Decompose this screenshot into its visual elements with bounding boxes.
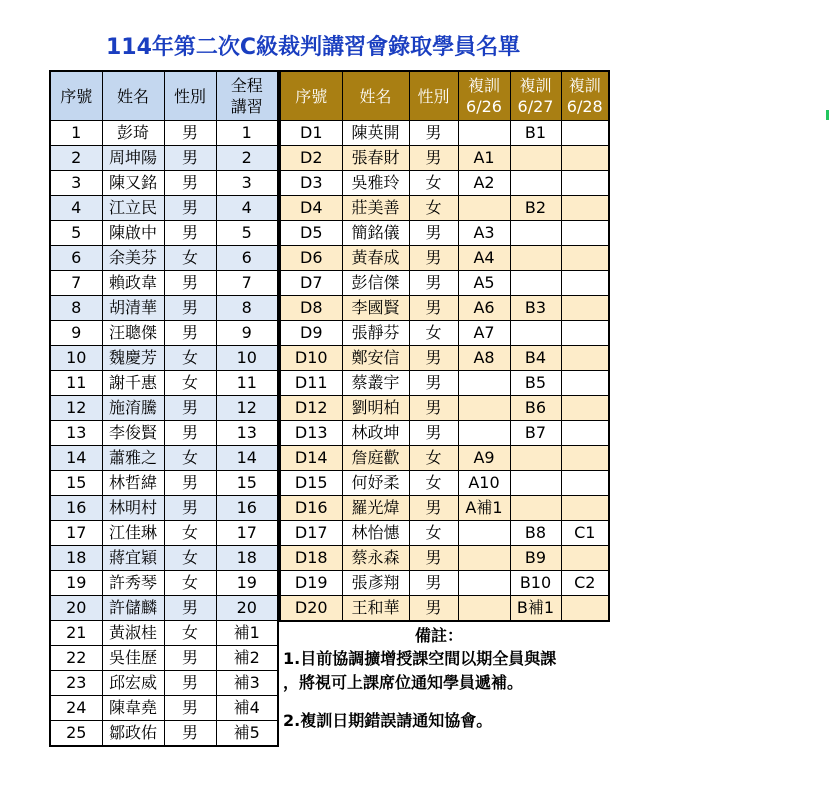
table-cell: 林政坤 <box>342 421 409 446</box>
table-cell: 4 <box>216 196 278 221</box>
table-cell: 何妤柔 <box>342 471 409 496</box>
table-cell: 19 <box>216 571 278 596</box>
table-cell <box>510 271 561 296</box>
table-cell: 補3 <box>216 671 278 696</box>
table-cell: 12 <box>50 396 102 421</box>
table-cell: 女 <box>164 371 216 396</box>
right-header-cell: 姓名 <box>342 71 409 121</box>
left-header-row <box>50 71 278 121</box>
table-cell: 10 <box>216 346 278 371</box>
table-cell: B8 <box>510 521 561 546</box>
table-cell: 鄒政佑 <box>102 721 164 747</box>
table-cell: 女 <box>164 546 216 571</box>
table-cell <box>458 396 510 421</box>
table-cell: 3 <box>216 171 278 196</box>
table-cell <box>458 371 510 396</box>
table-cell: 4 <box>50 196 102 221</box>
table-cell: 17 <box>50 521 102 546</box>
right-header-cell: 序號 <box>280 71 342 121</box>
table-cell: 補1 <box>216 621 278 646</box>
table-cell: 23 <box>50 671 102 696</box>
table-row <box>280 121 609 146</box>
table-cell: 14 <box>216 446 278 471</box>
table-cell <box>561 196 609 221</box>
table-cell: 許秀琴 <box>102 571 164 596</box>
table-cell: 陳英開 <box>342 121 409 146</box>
table-cell: 劉明柏 <box>342 396 409 421</box>
left-header-cell: 性別 <box>164 71 216 121</box>
table-cell <box>458 521 510 546</box>
table-cell: 男 <box>409 121 458 146</box>
table-cell: 13 <box>50 421 102 446</box>
table-row <box>50 196 278 221</box>
table-row <box>280 296 609 321</box>
table-row <box>280 446 609 471</box>
table-cell: 男 <box>164 421 216 446</box>
table-cell: 男 <box>409 421 458 446</box>
table-cell: B7 <box>510 421 561 446</box>
table-cell: B10 <box>510 571 561 596</box>
table-cell: 男 <box>164 121 216 146</box>
table-cell: 余美芬 <box>102 246 164 271</box>
table-cell: 施淯騰 <box>102 396 164 421</box>
table-cell <box>458 421 510 446</box>
table-row <box>280 146 609 171</box>
table-cell: 男 <box>409 571 458 596</box>
table-cell: B補1 <box>510 596 561 622</box>
table-cell: 男 <box>409 546 458 571</box>
table-row <box>50 121 278 146</box>
table-cell: A8 <box>458 346 510 371</box>
table-cell <box>458 596 510 622</box>
table-cell: 14 <box>50 446 102 471</box>
table-cell: B3 <box>510 296 561 321</box>
table-cell: 女 <box>409 471 458 496</box>
table-cell: A7 <box>458 321 510 346</box>
table-cell: 彭信傑 <box>342 271 409 296</box>
table-row <box>280 321 609 346</box>
table-cell: 陳又銘 <box>102 171 164 196</box>
table-cell: 2 <box>50 146 102 171</box>
table-cell: 男 <box>164 496 216 521</box>
table-cell: D3 <box>280 171 342 196</box>
table-cell: 男 <box>409 271 458 296</box>
table-cell <box>561 146 609 171</box>
table-cell: 15 <box>50 471 102 496</box>
table-row <box>50 646 278 671</box>
table-cell: 女 <box>164 246 216 271</box>
table-cell: 林明村 <box>102 496 164 521</box>
table-cell: A4 <box>458 246 510 271</box>
table-cell: 江立民 <box>102 196 164 221</box>
table-cell <box>561 321 609 346</box>
table-cell: 彭琦 <box>102 121 164 146</box>
table-cell: 女 <box>164 621 216 646</box>
table-cell: 王和華 <box>342 596 409 622</box>
left-header-cell: 序號 <box>50 71 102 121</box>
table-cell: 張春財 <box>342 146 409 171</box>
table-cell: C1 <box>561 521 609 546</box>
table-cell: 18 <box>216 546 278 571</box>
table-cell: D11 <box>280 371 342 396</box>
table-cell: 10 <box>50 346 102 371</box>
table-row <box>280 171 609 196</box>
table-cell: 蔡叢宇 <box>342 371 409 396</box>
table-cell: 李國賢 <box>342 296 409 321</box>
table-row <box>280 421 609 446</box>
table-cell: 鄭安信 <box>342 346 409 371</box>
table-cell: 男 <box>164 721 216 747</box>
table-cell: A3 <box>458 221 510 246</box>
table-cell: A10 <box>458 471 510 496</box>
table-row <box>280 471 609 496</box>
table-cell: 女 <box>164 446 216 471</box>
left-header-cell: 姓名 <box>102 71 164 121</box>
table-cell: 7 <box>50 271 102 296</box>
table-cell: 3 <box>50 171 102 196</box>
table-cell: 吳雅玲 <box>342 171 409 196</box>
right-header-cell: 複訓 6/26 <box>458 71 510 121</box>
table-cell: 男 <box>409 346 458 371</box>
page-title: 114年第二次C級裁判講習會錄取學員名單 <box>106 35 521 60</box>
table-cell: 周坤陽 <box>102 146 164 171</box>
right-header-row <box>280 71 609 121</box>
table-row <box>280 371 609 396</box>
table-cell: 張靜芬 <box>342 321 409 346</box>
table-cell: 男 <box>164 196 216 221</box>
table-cell: 5 <box>50 221 102 246</box>
table-cell: 女 <box>409 321 458 346</box>
table-row <box>50 521 278 546</box>
table-cell <box>510 171 561 196</box>
table-cell: 1 <box>50 121 102 146</box>
table-cell: 蔣宜穎 <box>102 546 164 571</box>
table-cell: B9 <box>510 546 561 571</box>
table-row <box>280 546 609 571</box>
table-row <box>280 396 609 421</box>
table-cell: 林哲緯 <box>102 471 164 496</box>
table-row <box>280 496 609 521</box>
table-cell <box>510 471 561 496</box>
table-row <box>50 596 278 621</box>
table-cell: 魏慶芳 <box>102 346 164 371</box>
table-cell <box>561 471 609 496</box>
table-row <box>50 396 278 421</box>
table-cell <box>458 571 510 596</box>
table-row <box>280 271 609 296</box>
table-cell: 黃春成 <box>342 246 409 271</box>
table-cell: 20 <box>50 596 102 621</box>
table-cell <box>561 171 609 196</box>
table-cell: 22 <box>50 646 102 671</box>
table-row <box>50 171 278 196</box>
table-cell: D15 <box>280 471 342 496</box>
table-cell: B4 <box>510 346 561 371</box>
table-cell <box>561 421 609 446</box>
table-cell: 羅光煒 <box>342 496 409 521</box>
table-row <box>50 146 278 171</box>
table-cell: 11 <box>216 371 278 396</box>
table-row <box>50 271 278 296</box>
table-row <box>50 446 278 471</box>
table-cell: 男 <box>409 596 458 622</box>
table-row <box>50 346 278 371</box>
table-row <box>280 246 609 271</box>
table-row <box>280 346 609 371</box>
table-cell: 男 <box>164 321 216 346</box>
table-cell: 女 <box>164 521 216 546</box>
table-cell: D12 <box>280 396 342 421</box>
table-cell: 男 <box>164 221 216 246</box>
table-cell: 9 <box>216 321 278 346</box>
note-line-2: 2.複訓日期錯誤請通知協會。 <box>283 711 493 730</box>
table-cell: 男 <box>164 471 216 496</box>
table-row <box>50 221 278 246</box>
table-cell: C2 <box>561 571 609 596</box>
table-cell <box>458 121 510 146</box>
table-cell: 16 <box>216 496 278 521</box>
table-cell: 男 <box>164 396 216 421</box>
table-cell: 賴政韋 <box>102 271 164 296</box>
table-cell: 蔡永森 <box>342 546 409 571</box>
table-cell: 25 <box>50 721 102 747</box>
table-cell: A6 <box>458 296 510 321</box>
table-cell: 男 <box>164 671 216 696</box>
table-row <box>50 546 278 571</box>
table-cell: B1 <box>510 121 561 146</box>
table-cell: D4 <box>280 196 342 221</box>
table-cell: 李俊賢 <box>102 421 164 446</box>
table-cell: 補2 <box>216 646 278 671</box>
table-cell: 邱宏威 <box>102 671 164 696</box>
table-row <box>50 321 278 346</box>
table-cell: 男 <box>164 596 216 621</box>
table-cell: B6 <box>510 396 561 421</box>
note-line-1b: ，將視可上課席位通知學員遞補。 <box>283 673 524 692</box>
table-cell: 黃淑桂 <box>102 621 164 646</box>
table-row <box>280 571 609 596</box>
table-cell <box>561 296 609 321</box>
table-cell: 林怡憓 <box>342 521 409 546</box>
table-cell <box>510 246 561 271</box>
table-cell: 蕭雅之 <box>102 446 164 471</box>
table-cell: 12 <box>216 396 278 421</box>
table-cell: 詹庭歡 <box>342 446 409 471</box>
table-cell <box>458 546 510 571</box>
green-marker <box>826 110 829 120</box>
table-cell: 胡清華 <box>102 296 164 321</box>
table-cell: A9 <box>458 446 510 471</box>
table-cell: D14 <box>280 446 342 471</box>
table-cell: D2 <box>280 146 342 171</box>
table-row <box>50 496 278 521</box>
table-cell: 男 <box>409 496 458 521</box>
table-cell: 汪聰傑 <box>102 321 164 346</box>
table-cell <box>510 146 561 171</box>
table-cell: D7 <box>280 271 342 296</box>
table-cell: 9 <box>50 321 102 346</box>
table-row <box>50 421 278 446</box>
table-cell <box>561 396 609 421</box>
table-cell: 女 <box>164 571 216 596</box>
table-cell <box>510 321 561 346</box>
table-cell: 7 <box>216 271 278 296</box>
table-cell: 20 <box>216 596 278 621</box>
table-cell: 21 <box>50 621 102 646</box>
table-cell: A2 <box>458 171 510 196</box>
table-row <box>280 221 609 246</box>
table-row <box>50 296 278 321</box>
table-cell: A1 <box>458 146 510 171</box>
table-cell: A5 <box>458 271 510 296</box>
table-row <box>50 471 278 496</box>
table-cell: 男 <box>164 271 216 296</box>
table-cell <box>561 546 609 571</box>
table-cell: A補1 <box>458 496 510 521</box>
table-cell: D20 <box>280 596 342 622</box>
right-header-cell: 複訓 6/27 <box>510 71 561 121</box>
table-cell: 女 <box>409 521 458 546</box>
table-cell: 補5 <box>216 721 278 747</box>
table-cell: 16 <box>50 496 102 521</box>
table-cell <box>510 221 561 246</box>
table-cell: 18 <box>50 546 102 571</box>
table-cell: D18 <box>280 546 342 571</box>
table-cell <box>458 196 510 221</box>
table-row <box>50 571 278 596</box>
table-cell: 13 <box>216 421 278 446</box>
table-cell: 15 <box>216 471 278 496</box>
table-cell: 男 <box>409 371 458 396</box>
table-cell: 男 <box>409 246 458 271</box>
table-cell <box>510 446 561 471</box>
table-cell: B2 <box>510 196 561 221</box>
table-row <box>280 521 609 546</box>
right-header-cell: 複訓 6/28 <box>561 71 609 121</box>
table-row <box>280 596 609 622</box>
table-cell: D13 <box>280 421 342 446</box>
table-cell: 陳韋堯 <box>102 696 164 721</box>
table-cell <box>561 121 609 146</box>
table-row <box>280 196 609 221</box>
table-cell: D5 <box>280 221 342 246</box>
table-cell: 5 <box>216 221 278 246</box>
table-row <box>50 621 278 646</box>
table-cell: D6 <box>280 246 342 271</box>
table-cell: 6 <box>50 246 102 271</box>
table-cell: D8 <box>280 296 342 321</box>
table-cell: 簡銘儀 <box>342 221 409 246</box>
full-course-table <box>49 70 279 747</box>
table-cell <box>561 346 609 371</box>
table-cell: 女 <box>409 171 458 196</box>
table-cell: 11 <box>50 371 102 396</box>
table-cell: 許儲麟 <box>102 596 164 621</box>
table-cell: 莊美善 <box>342 196 409 221</box>
table-cell: D10 <box>280 346 342 371</box>
table-cell: 男 <box>164 296 216 321</box>
table-cell: D9 <box>280 321 342 346</box>
table-cell: 17 <box>216 521 278 546</box>
notes-title: 備註： <box>415 626 464 645</box>
table-cell: 江佳琳 <box>102 521 164 546</box>
table-cell: 24 <box>50 696 102 721</box>
table-cell: D17 <box>280 521 342 546</box>
table-cell: 吳佳歷 <box>102 646 164 671</box>
table-cell <box>510 496 561 521</box>
table-cell: 陳啟中 <box>102 221 164 246</box>
table-cell <box>561 596 609 622</box>
table-cell: D1 <box>280 121 342 146</box>
table-cell: 補4 <box>216 696 278 721</box>
table-cell: D16 <box>280 496 342 521</box>
table-cell: 1 <box>216 121 278 146</box>
table-cell <box>561 246 609 271</box>
table-cell: 男 <box>409 296 458 321</box>
note-line-1a: 1.目前協調擴增授課空間以期全員與課 <box>283 649 557 668</box>
table-cell: 男 <box>409 396 458 421</box>
table-cell: D19 <box>280 571 342 596</box>
table-cell: 6 <box>216 246 278 271</box>
table-cell: 男 <box>164 696 216 721</box>
table-row <box>50 721 278 747</box>
table-cell: 女 <box>164 346 216 371</box>
table-cell <box>561 371 609 396</box>
table-row <box>50 371 278 396</box>
table-cell <box>561 271 609 296</box>
table-row <box>50 671 278 696</box>
table-cell: 女 <box>409 196 458 221</box>
table-cell: 女 <box>409 446 458 471</box>
table-cell <box>561 496 609 521</box>
table-cell: 男 <box>164 146 216 171</box>
table-cell: 男 <box>409 221 458 246</box>
table-cell: B5 <box>510 371 561 396</box>
table-row <box>50 696 278 721</box>
table-cell <box>561 221 609 246</box>
table-cell: 19 <box>50 571 102 596</box>
table-row <box>50 246 278 271</box>
left-header-cell: 全程 講習 <box>216 71 278 121</box>
right-header-cell: 性別 <box>409 71 458 121</box>
table-cell: 男 <box>164 646 216 671</box>
table-cell: 8 <box>216 296 278 321</box>
retraining-table <box>279 70 610 622</box>
table-cell: 2 <box>216 146 278 171</box>
table-cell: 張彥翔 <box>342 571 409 596</box>
table-cell: 男 <box>409 146 458 171</box>
table-cell: 謝千惠 <box>102 371 164 396</box>
table-cell <box>561 446 609 471</box>
table-cell: 8 <box>50 296 102 321</box>
table-cell: 男 <box>164 171 216 196</box>
